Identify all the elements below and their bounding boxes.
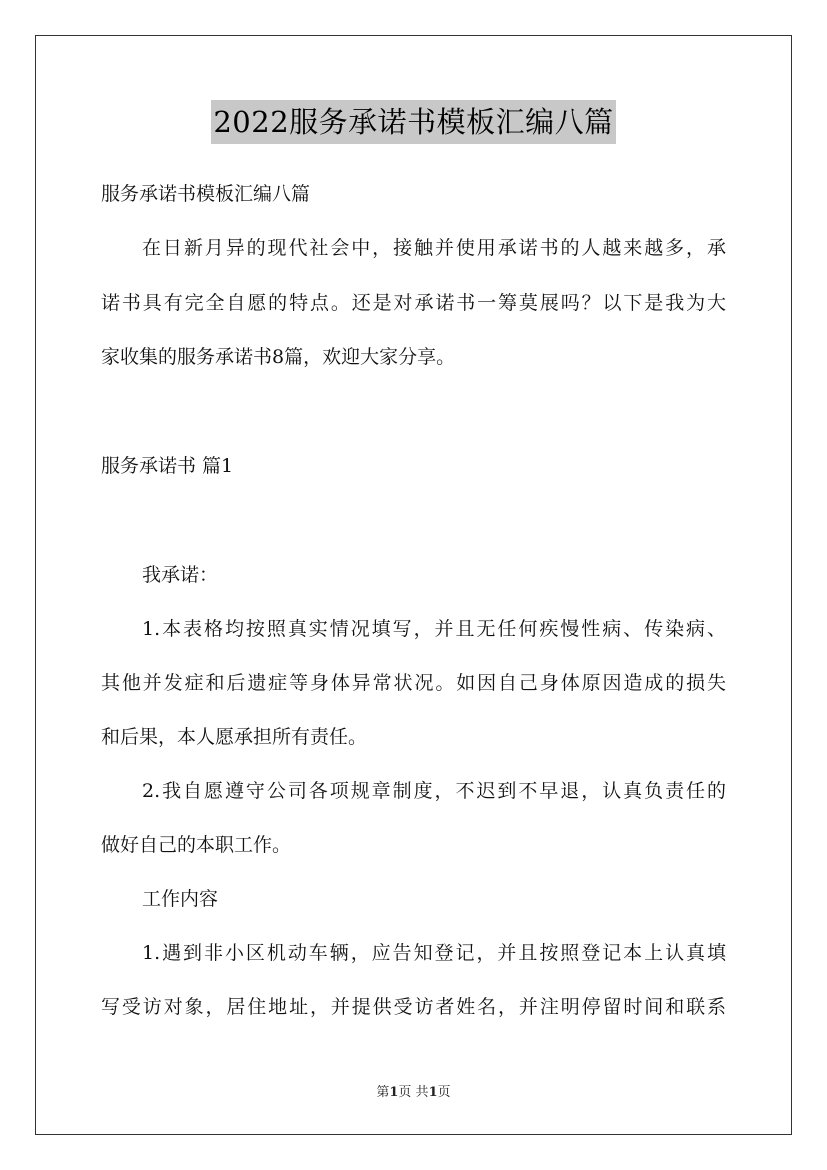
section-heading: 服务承诺书 篇1 (101, 455, 234, 477)
footer-page-number: 1 (389, 1085, 399, 1100)
paragraph-line: 1.遇到非小区机动车辆，应告知登记，并且按照登记本上认真填 (142, 942, 726, 964)
page-footer (0, 1084, 827, 1102)
paragraph-line: 工作内容 (142, 888, 219, 910)
paragraph-line: 其他并发症和后遗症等身体异常状况。如因自己身体原因造成的损失 (101, 672, 726, 694)
subtitle-line: 服务承诺书模板汇编八篇 (101, 183, 311, 205)
paragraph-line: 做好自己的本职工作。 (101, 834, 292, 856)
footer-mid: 页 共 (398, 1085, 429, 1100)
title-container (0, 100, 827, 144)
footer-prefix: 第 (376, 1085, 390, 1100)
paragraph-line: 写受访对象，居住地址，并提供受访者姓名，并注明停留时间和联系 (101, 996, 726, 1018)
paragraph-line: 诺书具有完全自愿的特点。还是对承诺书一筹莫展吗？以下是我为大 (101, 292, 726, 314)
footer-suffix: 页 (437, 1085, 451, 1100)
paragraph-line: 我承诺： (142, 564, 219, 586)
paragraph-line: 在日新月异的现代社会中，接触并使用承诺书的人越来越多，承 (142, 237, 726, 259)
paragraph-line: 2.我自愿遵守公司各项规章制度，不迟到不早退，认真负责任的 (142, 780, 726, 802)
document-title: 2022服务承诺书模板汇编八篇 (211, 100, 615, 144)
paragraph-line: 和后果，本人愿承担所有责任。 (101, 726, 368, 748)
footer-page-total: 1 (428, 1085, 438, 1100)
paragraph-line: 1.本表格均按照真实情况填写，并且无任何疾慢性病、传染病、 (142, 618, 726, 640)
paragraph-line: 家收集的服务承诺书8篇，欢迎大家分享。 (101, 346, 456, 368)
